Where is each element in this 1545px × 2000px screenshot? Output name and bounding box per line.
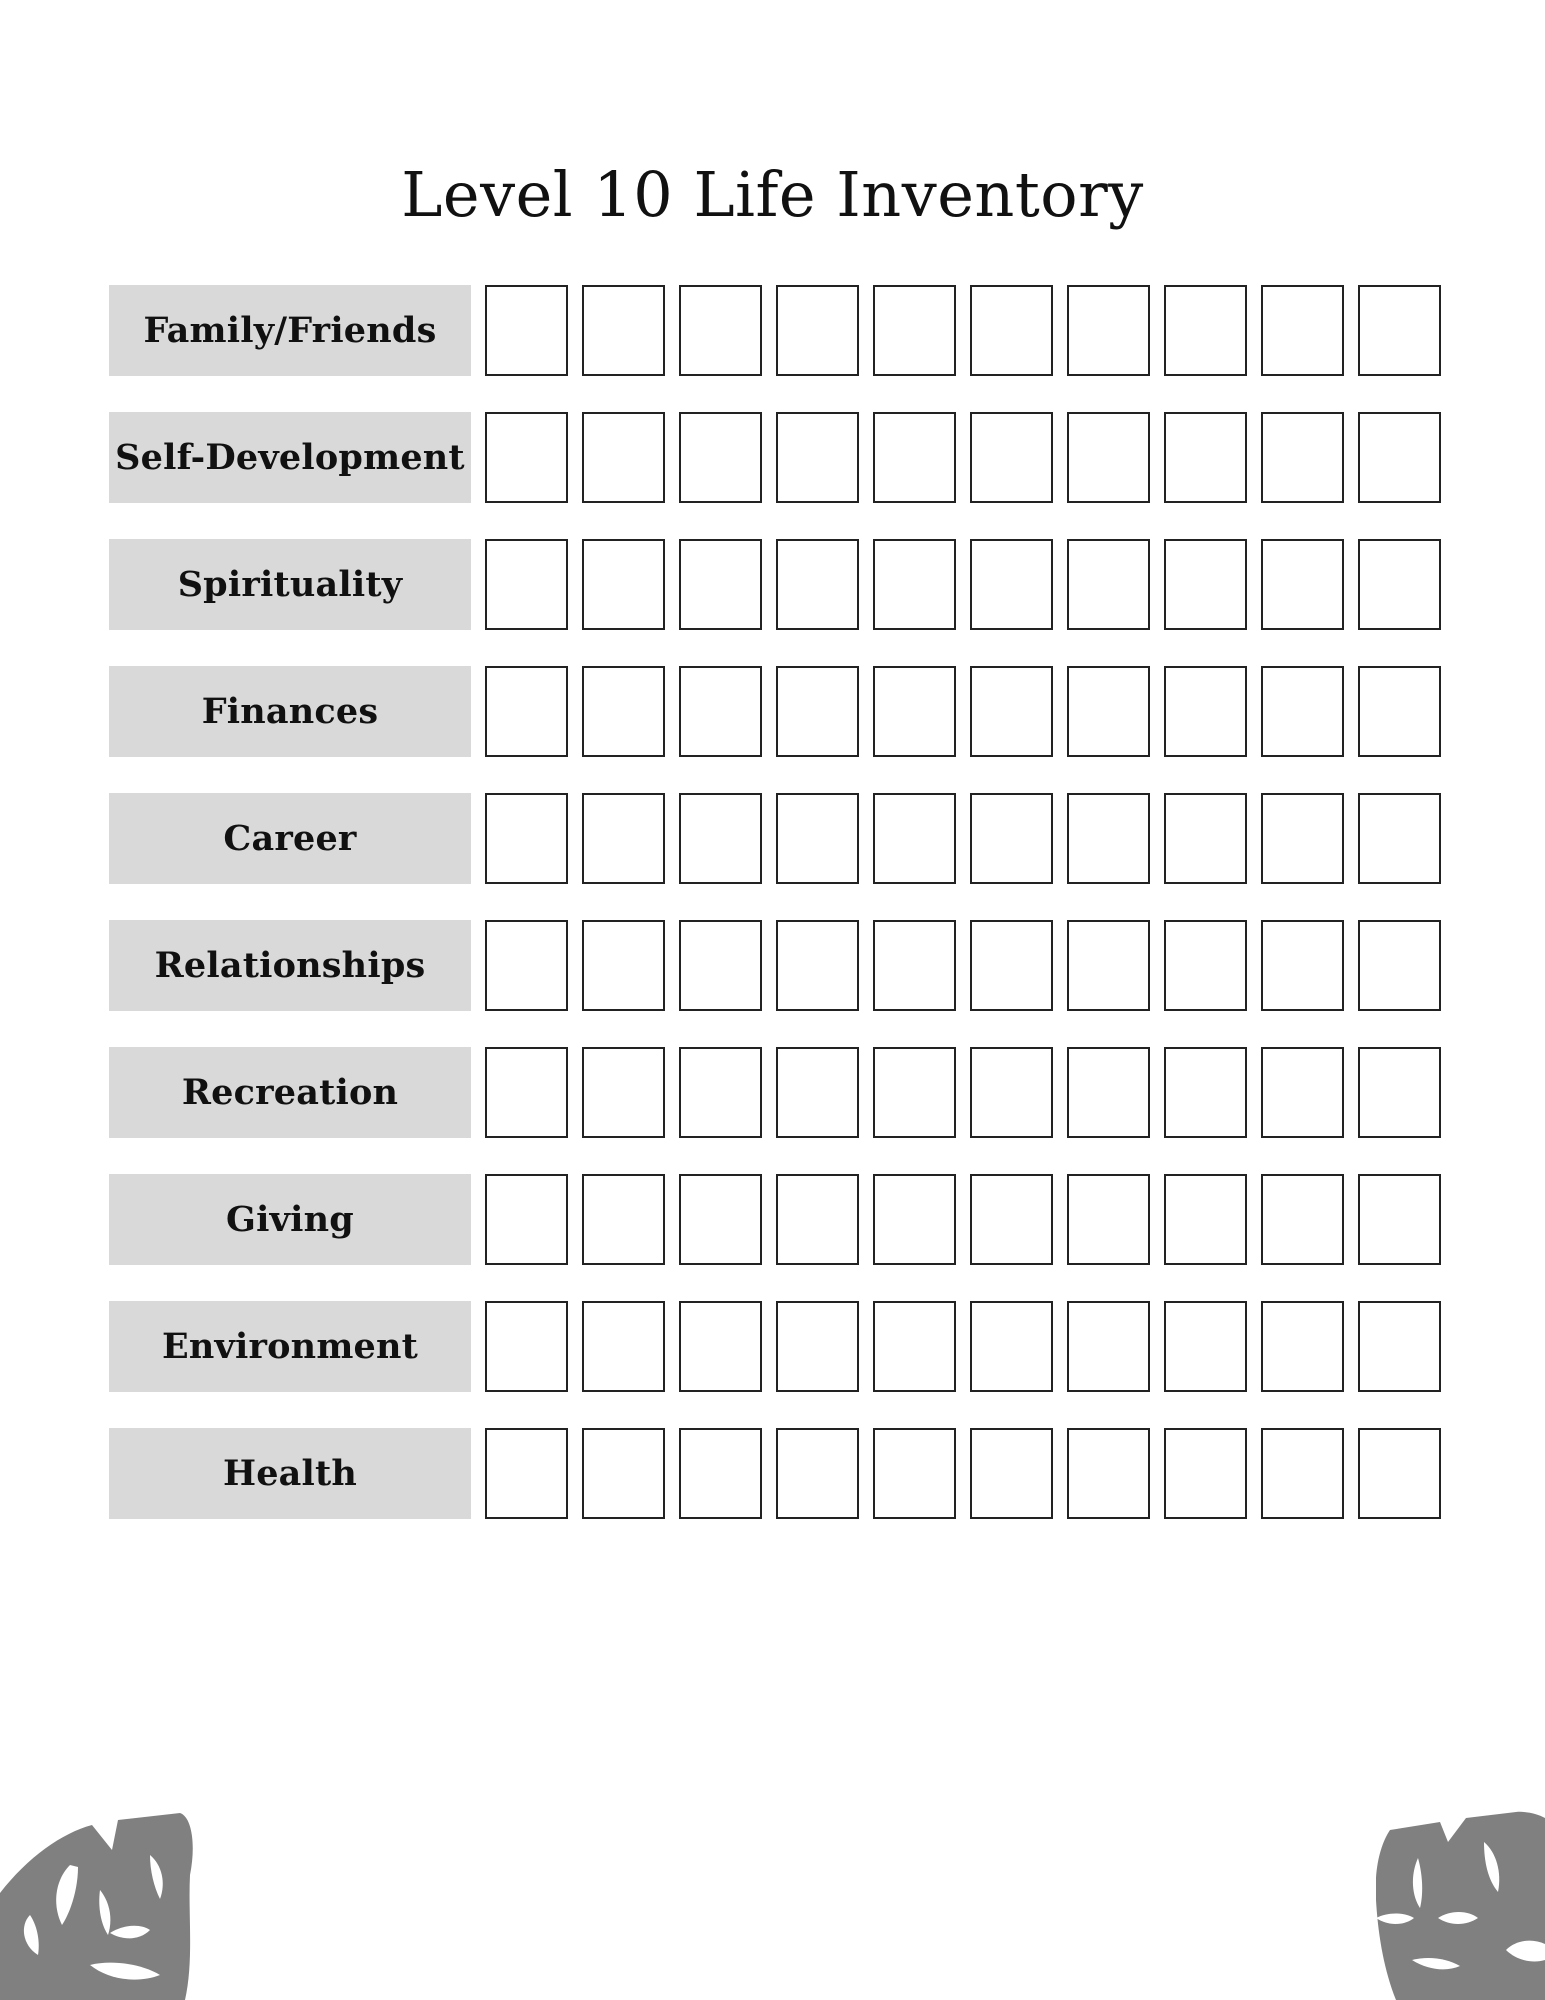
- score-box[interactable]: [1358, 1428, 1441, 1519]
- monstera-leaf-icon: [0, 1795, 200, 2000]
- score-box[interactable]: [1067, 666, 1150, 757]
- score-box[interactable]: [776, 666, 859, 757]
- score-boxes: [485, 539, 1441, 630]
- inventory-row: [109, 793, 1445, 884]
- score-box[interactable]: [679, 285, 762, 376]
- score-box[interactable]: [679, 539, 762, 630]
- score-box[interactable]: [1261, 539, 1344, 630]
- score-box[interactable]: [485, 1428, 568, 1519]
- score-box[interactable]: [1358, 1301, 1441, 1392]
- score-box[interactable]: [679, 793, 762, 884]
- score-box[interactable]: [1261, 1301, 1344, 1392]
- score-box[interactable]: [873, 920, 956, 1011]
- score-box[interactable]: [1358, 666, 1441, 757]
- inventory-row: [109, 539, 1445, 630]
- score-box[interactable]: [1067, 1301, 1150, 1392]
- inventory-row: [109, 412, 1445, 503]
- score-box[interactable]: [485, 539, 568, 630]
- score-box[interactable]: [873, 1428, 956, 1519]
- score-boxes: [485, 920, 1441, 1011]
- score-box[interactable]: [1067, 285, 1150, 376]
- score-box[interactable]: [582, 666, 665, 757]
- score-box[interactable]: [1261, 793, 1344, 884]
- score-box[interactable]: [1261, 412, 1344, 503]
- score-box[interactable]: [1164, 285, 1247, 376]
- score-box[interactable]: [970, 920, 1053, 1011]
- row-label: Spirituality: [109, 539, 471, 630]
- score-box[interactable]: [582, 1428, 665, 1519]
- score-boxes: [485, 666, 1441, 757]
- score-box[interactable]: [679, 412, 762, 503]
- score-box[interactable]: [582, 1301, 665, 1392]
- score-box[interactable]: [679, 1428, 762, 1519]
- score-box[interactable]: [485, 666, 568, 757]
- score-box[interactable]: [485, 1174, 568, 1265]
- row-label: Self-Development: [109, 412, 471, 503]
- score-box[interactable]: [873, 285, 956, 376]
- monstera-leaf-icon: [1376, 1800, 1545, 2000]
- score-box[interactable]: [873, 1174, 956, 1265]
- score-box[interactable]: [485, 1301, 568, 1392]
- inventory-row: [109, 1174, 1445, 1265]
- row-label: Career: [109, 793, 471, 884]
- score-box[interactable]: [873, 1301, 956, 1392]
- score-box[interactable]: [970, 1174, 1053, 1265]
- score-box[interactable]: [1358, 412, 1441, 503]
- score-boxes: [485, 1301, 1441, 1392]
- score-box[interactable]: [1067, 412, 1150, 503]
- score-box[interactable]: [1261, 666, 1344, 757]
- row-label: Health: [109, 1428, 471, 1519]
- score-boxes: [485, 793, 1441, 884]
- score-box[interactable]: [776, 1174, 859, 1265]
- score-box[interactable]: [1261, 920, 1344, 1011]
- inventory-row: [109, 1428, 1445, 1519]
- score-box[interactable]: [970, 793, 1053, 884]
- score-box[interactable]: [873, 1047, 956, 1138]
- score-box[interactable]: [1164, 666, 1247, 757]
- score-box[interactable]: [679, 1301, 762, 1392]
- score-box[interactable]: [1358, 920, 1441, 1011]
- score-box[interactable]: [1067, 1174, 1150, 1265]
- score-box[interactable]: [970, 666, 1053, 757]
- score-boxes: [485, 412, 1441, 503]
- score-box[interactable]: [1067, 920, 1150, 1011]
- score-box[interactable]: [1261, 1428, 1344, 1519]
- score-box[interactable]: [1261, 1047, 1344, 1138]
- row-label: Relationships: [109, 920, 471, 1011]
- score-box[interactable]: [776, 793, 859, 884]
- score-boxes: [485, 285, 1441, 376]
- score-box[interactable]: [1164, 793, 1247, 884]
- score-box[interactable]: [1067, 1047, 1150, 1138]
- inventory-row: [109, 666, 1445, 757]
- score-box[interactable]: [1164, 1047, 1247, 1138]
- row-label: Finances: [109, 666, 471, 757]
- score-box[interactable]: [582, 412, 665, 503]
- score-box[interactable]: [1164, 1301, 1247, 1392]
- score-box[interactable]: [1067, 793, 1150, 884]
- score-boxes: [485, 1047, 1441, 1138]
- page-title: Level 10 Life Inventory: [401, 158, 1144, 231]
- score-box[interactable]: [1358, 285, 1441, 376]
- score-box[interactable]: [1164, 1428, 1247, 1519]
- score-box[interactable]: [1358, 793, 1441, 884]
- score-box[interactable]: [776, 1428, 859, 1519]
- inventory-row: [109, 285, 1445, 376]
- score-box[interactable]: [970, 1047, 1053, 1138]
- score-box[interactable]: [485, 412, 568, 503]
- score-box[interactable]: [1358, 539, 1441, 630]
- score-box[interactable]: [776, 1301, 859, 1392]
- score-box[interactable]: [679, 666, 762, 757]
- score-box[interactable]: [582, 920, 665, 1011]
- inventory-row: [109, 920, 1445, 1011]
- score-box[interactable]: [582, 539, 665, 630]
- score-box[interactable]: [970, 1428, 1053, 1519]
- score-boxes: [485, 1428, 1441, 1519]
- score-box[interactable]: [485, 1047, 568, 1138]
- score-box[interactable]: [873, 412, 956, 503]
- score-box[interactable]: [1164, 920, 1247, 1011]
- score-box[interactable]: [485, 920, 568, 1011]
- score-box[interactable]: [582, 285, 665, 376]
- score-box[interactable]: [873, 666, 956, 757]
- row-label: Family/Friends: [109, 285, 471, 376]
- score-box[interactable]: [1164, 539, 1247, 630]
- score-box[interactable]: [485, 793, 568, 884]
- score-box[interactable]: [1164, 412, 1247, 503]
- score-box[interactable]: [582, 793, 665, 884]
- score-box[interactable]: [1261, 285, 1344, 376]
- row-label: Giving: [109, 1174, 471, 1265]
- score-box[interactable]: [485, 285, 568, 376]
- inventory-row: [109, 1301, 1445, 1392]
- score-box[interactable]: [776, 539, 859, 630]
- inventory-grid: [109, 285, 1445, 1555]
- score-box[interactable]: [873, 539, 956, 630]
- score-box[interactable]: [679, 1047, 762, 1138]
- score-box[interactable]: [776, 920, 859, 1011]
- score-box[interactable]: [679, 920, 762, 1011]
- score-box[interactable]: [1164, 1174, 1247, 1265]
- row-label: Environment: [109, 1301, 471, 1392]
- score-box[interactable]: [582, 1047, 665, 1138]
- score-box[interactable]: [1358, 1174, 1441, 1265]
- score-box[interactable]: [1067, 1428, 1150, 1519]
- score-box[interactable]: [970, 1301, 1053, 1392]
- score-box[interactable]: [970, 412, 1053, 503]
- score-box[interactable]: [873, 793, 956, 884]
- score-box[interactable]: [1067, 539, 1150, 630]
- score-boxes: [485, 1174, 1441, 1265]
- score-box[interactable]: [679, 1174, 762, 1265]
- score-box[interactable]: [1358, 1047, 1441, 1138]
- row-label: Recreation: [109, 1047, 471, 1138]
- score-box[interactable]: [970, 539, 1053, 630]
- score-box[interactable]: [582, 1174, 665, 1265]
- score-box[interactable]: [776, 1047, 859, 1138]
- score-box[interactable]: [970, 285, 1053, 376]
- score-box[interactable]: [776, 412, 859, 503]
- score-box[interactable]: [1261, 1174, 1344, 1265]
- score-box[interactable]: [776, 285, 859, 376]
- inventory-row: [109, 1047, 1445, 1138]
